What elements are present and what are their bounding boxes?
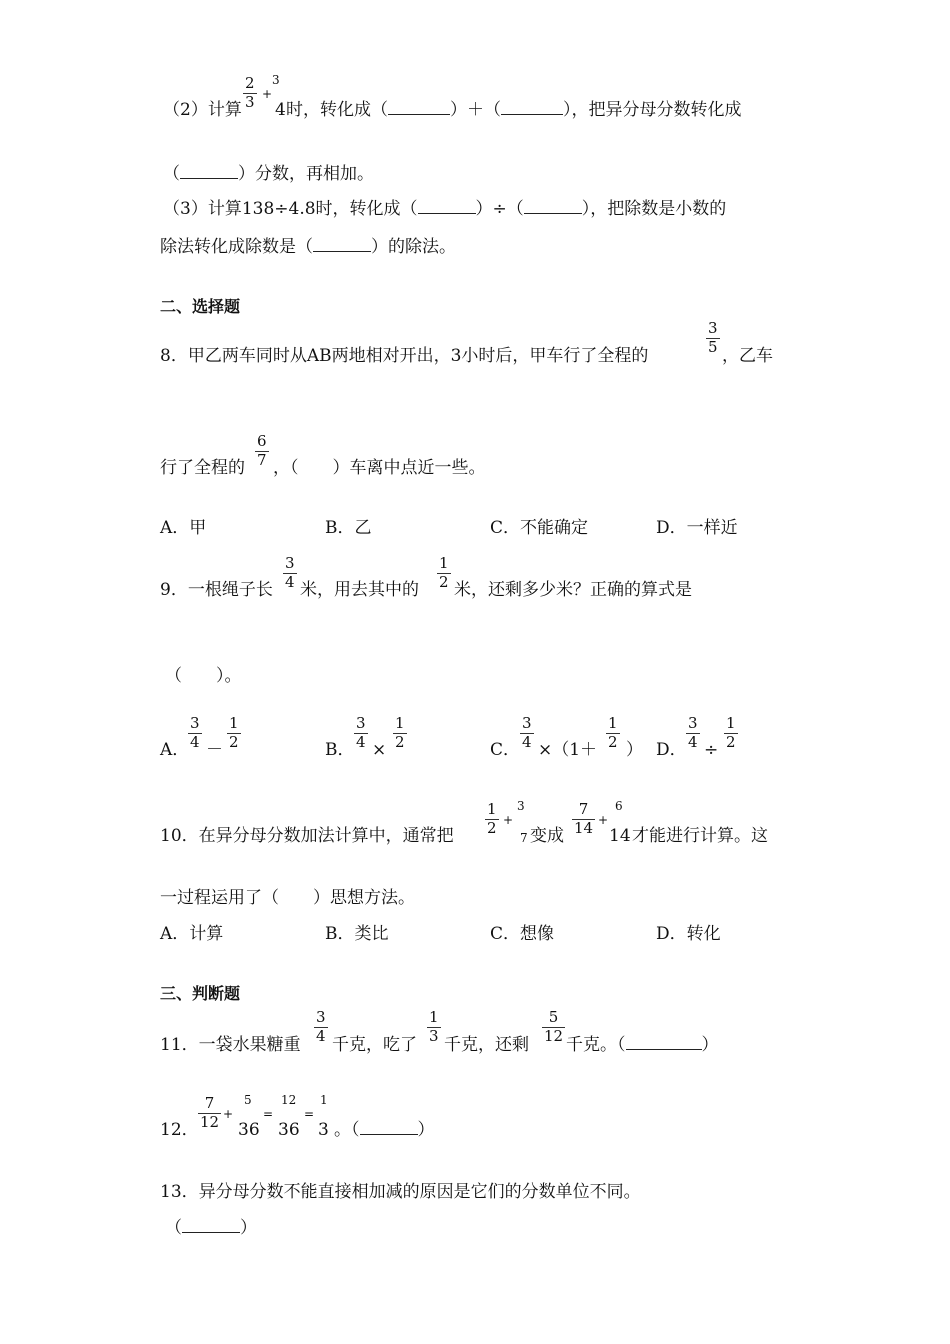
q8-frac2: 6 7 [257,432,267,469]
q10-text-a: 10．在异分母分数加法计算中，通常把 [160,826,454,846]
q9-option-a-op: － [206,740,223,760]
q13-answer: （ ） [165,1218,257,1238]
answer-blank[interactable] [180,178,238,179]
q13-text: 13．异分母分数不能直接相加减的原因是它们的分数单位不同。 [160,1182,641,1202]
q9-option-c-label: C． [490,740,521,760]
q8-line2-end: ，（ ）车离中点近一些。 [273,458,486,478]
q9-option-c-frac1: 3 4 [522,714,532,751]
q10-text-c: 才能进行计算。这 [632,826,768,846]
answer-blank[interactable] [360,1134,418,1135]
q11-text-c: 千克，还剩 [444,1035,529,1055]
q8-line2-start: 行了全程的 [160,458,245,478]
answer-blank[interactable] [626,1049,702,1050]
q9-option-b-op: × [372,740,387,760]
q10-option-c[interactable]: C．想像 [490,924,555,944]
q10-frac4-num: 6 [615,799,623,813]
q10-plus2: + [598,813,609,827]
q9-text-c: 米，还剩多少米？正确的算式是 [454,580,692,600]
q12-frac2-num: 5 [244,1093,252,1107]
q9-option-d-label: D． [656,740,687,760]
answer-blank[interactable] [313,251,371,252]
q8-line1: 8．甲乙两车同时从AB两地相对开出，3小时后，甲车行了全程的 [160,346,649,366]
q9-option-c-op: ×（1＋ [538,740,598,760]
q12-label: 12． [160,1120,199,1140]
q9-option-d-frac2: 1 2 [726,714,736,751]
q9-option-c-close: ） [626,740,643,760]
q8-option-a[interactable]: A．甲 [160,518,207,538]
q7-p2-frac2-num: 3 [272,73,280,87]
q11-text-b: 千克，吃了 [332,1035,417,1055]
q11-text-a: 11．一袋水果糖重 [160,1035,301,1055]
q12-frac2-den: 36 [238,1120,260,1140]
q9-option-d-op: ÷ [704,740,719,760]
q9-frac1: 3 4 [285,554,295,591]
answer-blank[interactable] [388,114,450,115]
q10-line2: 一过程运用了（ ）思想方法。 [160,888,415,908]
q8-option-d[interactable]: D．一样近 [656,518,738,538]
q10-option-a[interactable]: A．计算 [160,924,224,944]
q11-frac1: 3 4 [316,1008,326,1045]
q10-frac2-den: 7 [520,831,528,845]
answer-blank[interactable] [524,213,582,214]
section-title-judge: 三、判断题 [160,984,241,1003]
q9-text-b: 米，用去其中的 [300,580,419,600]
q12-frac1: 7 12 [200,1094,220,1131]
q12-plus: + [223,1107,234,1121]
q7-p2-prefix: （2）计算 [163,100,242,120]
q7-p3-line2: 除法转化成除数是（ ）的除法。 [160,237,456,257]
answer-blank[interactable] [501,114,563,115]
q10-option-d[interactable]: D．转化 [656,924,721,944]
q11-frac2: 1 3 [429,1008,439,1045]
q10-frac4-den: 14 [609,826,631,846]
q9-option-b-label: B． [325,740,355,760]
q7-p2-plus: + [262,87,273,101]
q9-option-c-frac2: 1 2 [608,714,618,751]
q9-line2: （ ）。 [165,666,242,686]
q10-plus1: + [503,813,514,827]
q7-p2-frac1: 2 3 [245,74,255,111]
q9-option-b-frac2: 1 2 [395,714,405,751]
q10-option-b[interactable]: B．类比 [325,924,389,944]
q8-frac1: 3 5 [708,319,718,356]
q7-p2-frac2-den: 4 [275,100,286,120]
q10-text-b: 变成 [530,826,564,846]
q11-text-d: 千克。（ ） [566,1035,719,1055]
q9-option-a-frac1: 3 4 [190,714,200,751]
q8-option-b[interactable]: B．乙 [325,518,372,538]
q9-option-a-label: A． [160,740,190,760]
q12-frac4-num: 1 [320,1093,328,1107]
q7-p2-line2: （ ）分数，再相加。 [163,164,374,184]
q12-eq2: = [304,1107,315,1121]
q8-option-c[interactable]: C．不能确定 [490,518,589,538]
q10-frac1: 1 2 [487,800,497,837]
q12-frac4-den: 3 [318,1120,329,1140]
q10-frac3: 7 14 [574,800,594,837]
q12-frac3-num: 12 [281,1093,297,1107]
q9-option-b-frac1: 3 4 [356,714,366,751]
q12-eq1: = [263,1107,274,1121]
q11-frac3: 5 12 [544,1008,564,1045]
q7-p3-line1: （3）计算138÷4.8时，转化成（ ）÷（ ），把除数是小数的 [163,199,727,219]
q9-text-a: 9．一根绳子长 [160,580,273,600]
q9-option-a-frac2: 1 2 [229,714,239,751]
q8-line1-end: ，乙车 [722,346,773,366]
q12-frac3-den: 36 [278,1120,300,1140]
section-title-choice: 二、选择题 [160,297,241,316]
answer-blank[interactable] [418,213,476,214]
q12-end: 。（ ） [334,1120,435,1140]
q10-frac2-num: 3 [517,799,525,813]
q9-frac2: 1 2 [439,554,449,591]
q9-option-d-frac1: 3 4 [688,714,698,751]
q7-p2-text1: 时，转化成（ ）＋（ ），把异分母分数转化成 [286,100,742,120]
answer-blank[interactable] [182,1232,240,1233]
